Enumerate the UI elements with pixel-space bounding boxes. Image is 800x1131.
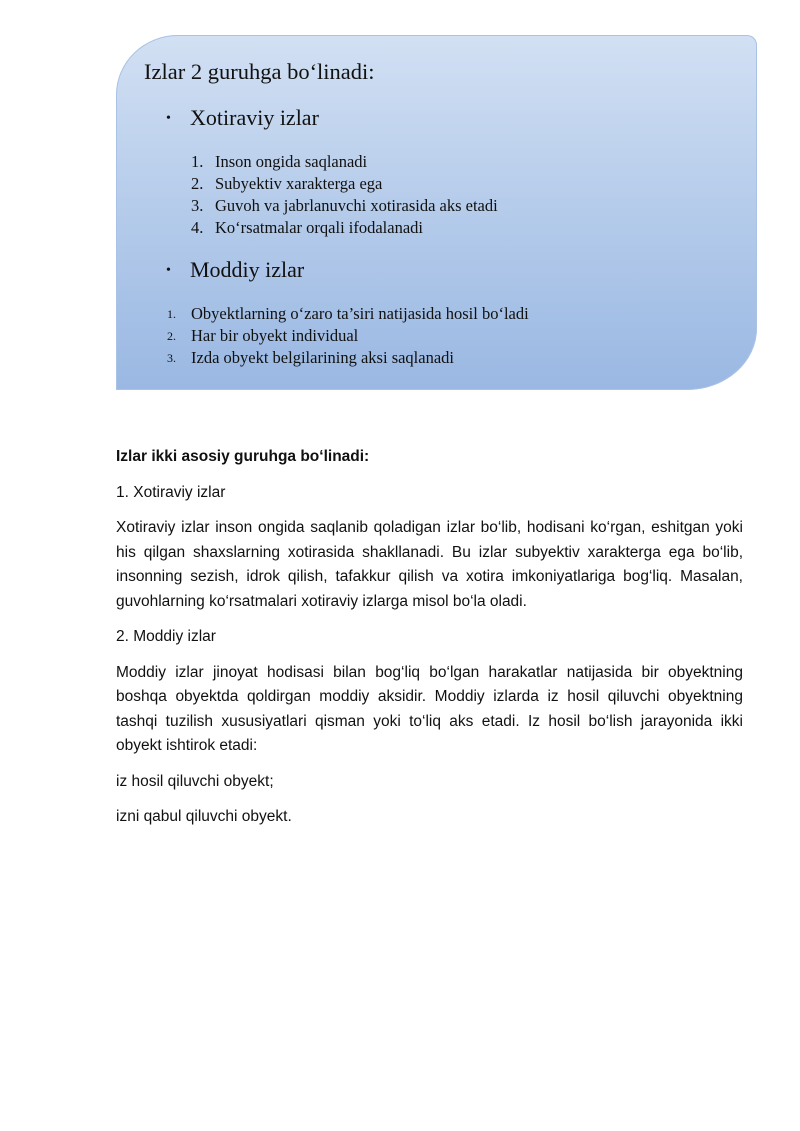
group-label: Xotiraviy izlar bbox=[190, 105, 319, 130]
section-title-memory: 1. Xotiraviy izlar bbox=[116, 483, 226, 501]
group-heading-memory bbox=[166, 105, 319, 131]
section-title-material: 2. Moddiy izlar bbox=[116, 628, 216, 645]
callout-title: Izlar 2 guruhga bo‘linadi: bbox=[144, 59, 375, 84]
list-text: Guvoh va jabrlanuvchi xotirasida aks etadi bbox=[215, 196, 498, 215]
list-number: 2. bbox=[167, 329, 176, 343]
summary-callout bbox=[116, 35, 757, 390]
list-text: Obyektlarning o‘zaro ta’siri natijasida hosil bo‘ladi bbox=[191, 304, 529, 323]
bullet-icon: • bbox=[166, 263, 171, 278]
paragraph-memory: Xotiraviy izlar inson ongida saqlanib qoladigan izlar bo‘lib, hodisani ko‘rgan, eshitgan yoki his qilgan shaxslarning xotirasida shakllanadi. Bu izlar subyektiv xarakterga ega bo‘lib, insonning sezish, idrok qilish, tafakkur qilish va xotira imkoniyatlariga bog‘liq. Masalan, guvohlarning ko‘rsatmalari xotiraviy izlarga misol bo‘la oladi. bbox=[116, 519, 743, 610]
list-text: Inson ongida saqlanadi bbox=[215, 152, 368, 171]
document-body bbox=[116, 445, 743, 841]
group-label: Moddiy izlar bbox=[190, 257, 305, 282]
paragraph-material: Moddiy izlar jinoyat hodisasi bilan bog‘liq bo‘lgan harakatlar natijasida bir obyektning boshqa obyektda qoldirgan moddiy aksidir. Moddiy izlarda iz hosil qiluvchi obyektning tashqi tuzilish xususiyatlari qisman yoki to‘liq aks etadi. Iz hosil bo‘lish jarayonida ikki obyekt ishtirok etadi: bbox=[116, 663, 743, 754]
list-text: Ko‘rsatmalar orqali ifodalanadi bbox=[215, 218, 423, 237]
list-number: 2. bbox=[191, 174, 204, 193]
group-heading-material bbox=[166, 257, 304, 283]
list-number: 1. bbox=[167, 307, 176, 321]
list-number: 3. bbox=[191, 196, 204, 215]
section-heading: Izlar ikki asosiy guruhga bo‘linadi: bbox=[116, 448, 370, 465]
list-line-2: izni qabul qiluvchi obyekt. bbox=[116, 808, 292, 825]
list-text: Izda obyekt belgilarining aksi saqlanadi bbox=[191, 348, 455, 367]
bullet-icon: • bbox=[166, 111, 171, 126]
list-number: 4. bbox=[191, 218, 204, 237]
list-number: 1. bbox=[191, 152, 204, 171]
list-text: Har bir obyekt individual bbox=[191, 326, 359, 345]
list-number: 3. bbox=[167, 351, 176, 365]
list-text: Subyektiv xarakterga ega bbox=[215, 174, 383, 193]
list-line-1: iz hosil qiluvchi obyekt; bbox=[116, 772, 274, 790]
